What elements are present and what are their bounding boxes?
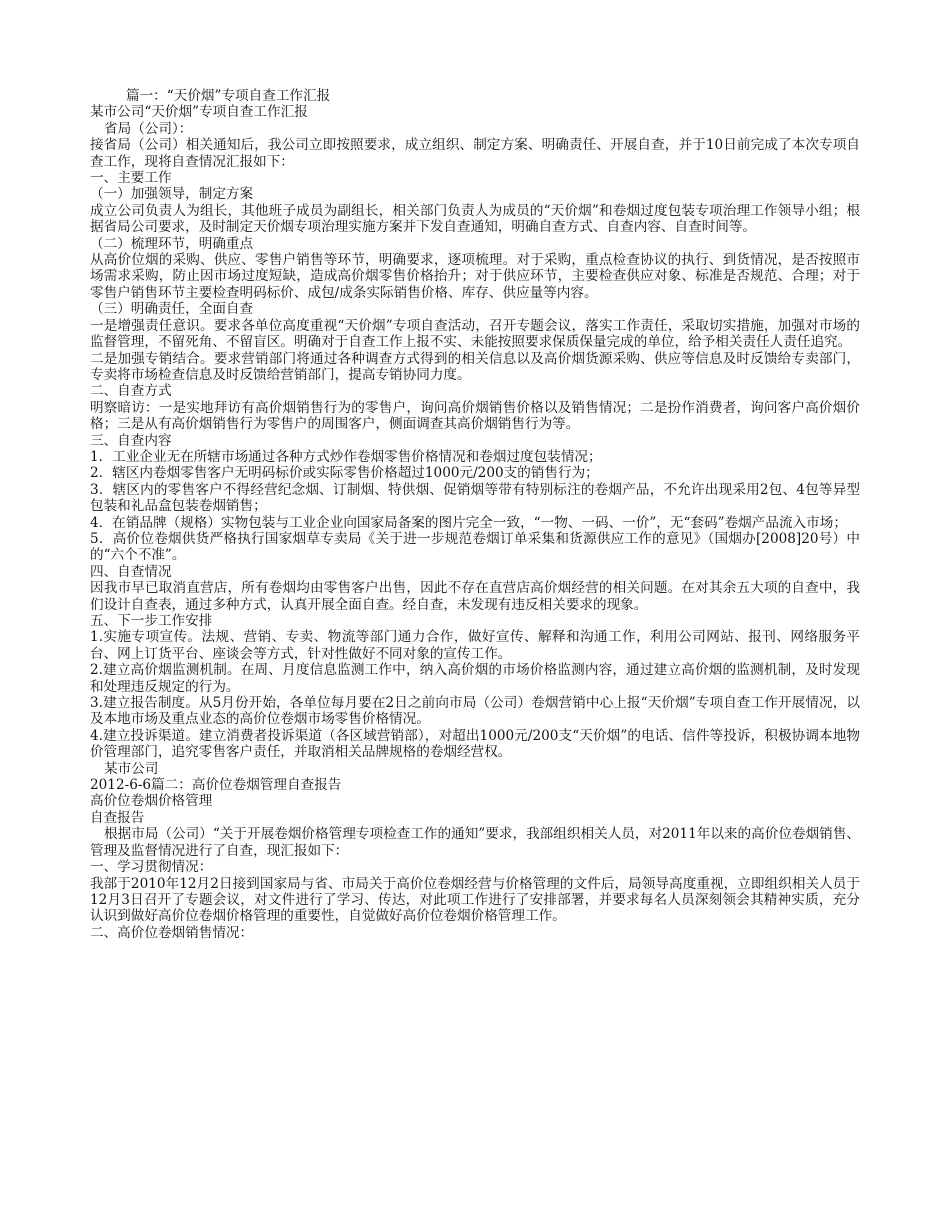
section-2-title: 二、自查方式 xyxy=(90,383,172,400)
list-item: 1.实施专项宣传。法规、营销、专卖、物流等部门通力合作，做好宣传、解释和沟通工作，利用公司网站、报刊、网络服务平台、网上订货平台、座谈会等方式，针对性做好不同对象的宣传工作。 xyxy=(90,629,860,662)
list-item: 4.建立投诉渠道。建立消费者投诉渠道（各区域营销部），对超出1000元/200支“天价烟”的电话、信件等投诉，积极协调本地物价管理部门，追究零售客户责任，并取消相关品牌规格的卷烟经营权。 xyxy=(90,727,860,761)
document-2-section-1-title: 一、学习贯彻情况： xyxy=(90,859,213,876)
document-page xyxy=(90,88,860,941)
section-1-2-title: （二）梳理环节，明确重点 xyxy=(90,235,254,252)
section-1-3-text-1: 一是增强责任意识。要求各单位高度重视“天价烟”专项自查活动，召开专题会议，落实工作责任，采取切实措施，加强对市场的监督管理，不留死角、不留盲区。明确对于自查工作上报不实、未能按照要求保质保量完成的单位，给予相关责任人责任追究。 xyxy=(90,317,860,351)
list-item: 4．在销品牌（规格）实物包装与工业企业向国家局备案的图片完全一致，“一物、一码、一价”，无“套码”卷烟产品流入市场； xyxy=(90,514,847,531)
list-item: 3．辖区内的零售客户不得经营纪念烟、订制烟、特供烟、促销烟等带有特别标注的卷烟产品，不允许出现采用2包、4包等异型包装和礼品盒包装卷烟销售； xyxy=(90,481,860,515)
intro-paragraph: 接省局（公司）相关通知后，我公司立即按照要求，成立组织、制定方案、明确责任、开展自查，并于10日前完成了本次专项自查工作，现将自查情况汇报如下： xyxy=(90,137,860,170)
document-2-intro: 根据市局（公司）“关于开展卷烟价格管理专项检查工作的通知”要求，我部组织相关人员，对2011年以来的高价位卷烟销售、管理及监督情况进行了自查，现汇报如下： xyxy=(90,826,860,859)
section-1-3-text-2: 二是加强专销结合。要求营销部门将通过各种调查方式得到的相关信息以及高价烟货源采购、供应等信息及时反馈给专卖部门，专卖将市场检查信息及时反馈给营销部门，提高专销协同力度。 xyxy=(90,350,860,383)
addressee: 省局（公司）： xyxy=(104,120,193,137)
section-1-title: 一、主要工作 xyxy=(90,170,172,187)
list-item: 5．高价位卷烟供货严格执行国家烟草专卖局《关于进一步规范卷烟订单采集和货源供应工作的意见》（国烟办[2008]20号）中的“六个不准”。 xyxy=(90,530,860,564)
signature: 某市公司 xyxy=(104,760,159,777)
section-1-2-text: 从高价位烟的采购、供应、零售户销售等环节，明确要求，逐项梳理。对于采购，重点检查协议的执行、到货情况，是否按照市场需求采购，防止因市场过度短缺，造成高价烟零售价格抬升；对于供应环节，主要检查供应对象、标准是否规范、合理；对于零售户销售环节主要检查明码标价、成包/成条实际销售价格、库存、供应量等内容。 xyxy=(90,252,860,301)
document-heading: 篇一：“天价烟”专项自查工作汇报 xyxy=(126,88,331,104)
section-4-text: 因我市早已取消直营店，所有卷烟均由零售客户出售，因此不存在直营店高价烟经营的相关问题。在对其余五大项的自查中，我们设计自查表，通过多种方式，认真开展全面自查。经自查，未发现有违反相关要求的现象。 xyxy=(90,580,860,613)
document-title: 某市公司“天价烟”专项自查工作汇报 xyxy=(90,104,308,121)
document-2-section-2-title: 二、高价位卷烟销售情况： xyxy=(90,924,254,941)
document-2-title-2: 自查报告 xyxy=(90,809,145,826)
list-item: 2.建立高价烟监测机制。在周、月度信息监测工作中，纳入高价烟的市场价格监测内容，通过建立高价烟的监测机制，及时发现和处理违反规定的行为。 xyxy=(90,662,860,695)
document-2-section-1-text: 我部于2010年12月2日接到国家局与省、市局关于高价位卷烟经营与价格管理的文件后，局领导高度重视，立即组织相关人员于12月3日召开了专题会议，对文件进行了学习、传达，对此项工作进行了安排部署，并要求每名人员深刻领会其精神实质，充分认识到做好高价位卷烟价格管理的重要性，自觉做好高价位卷烟价格管理工作。 xyxy=(90,875,860,925)
document-2-title-1: 高价位卷烟价格管理 xyxy=(90,793,213,810)
list-item: 3.建立报告制度。从5月份开始，各单位每月要在2日之前向市局（公司）卷烟营销中心上报“天价烟”专项自查工作开展情况，以及本地市场及重点业态的高价位卷烟市场零售价格情况。 xyxy=(90,695,860,728)
section-1-1-text: 成立公司负责人为组长，其他班子成员为副组长，相关部门负责人为成员的“天价烟”和卷烟过度包装专项治理工作领导小组；根据省局公司要求，及时制定天价烟专项治理实施方案并下发自查通知，明确自查方式、自查内容、自查时间等。 xyxy=(90,202,860,236)
section-5-title: 五、下一步工作安排 xyxy=(90,613,213,629)
section-4-title: 四、自查情况 xyxy=(90,563,172,580)
date-line: 2012-6-6篇二：高价位卷烟管理自查报告 xyxy=(90,777,342,794)
section-1-3-title: （三）明确责任，全面自查 xyxy=(90,301,254,318)
list-item: 2．辖区内卷烟零售客户无明码标价或实际零售价格超过1000元/200支的销售行为； xyxy=(90,465,599,482)
section-1-1-title: （一）加强领导，制定方案 xyxy=(90,186,254,203)
section-3-title: 三、自查内容 xyxy=(90,432,172,449)
list-item: 1．工业企业无在所辖市场通过各种方式炒作卷烟零售价格情况和卷烟过度包装情况； xyxy=(90,448,602,465)
section-2-text: 明察暗访：一是实地拜访有高价烟销售行为的零售户，询问高价烟销售价格以及销售情况；二是扮作消费者，询问客户高价烟价格；三是从有高价烟销售行为零售户的周围客户，侧面调查其高价烟销售行为等。 xyxy=(90,399,860,433)
